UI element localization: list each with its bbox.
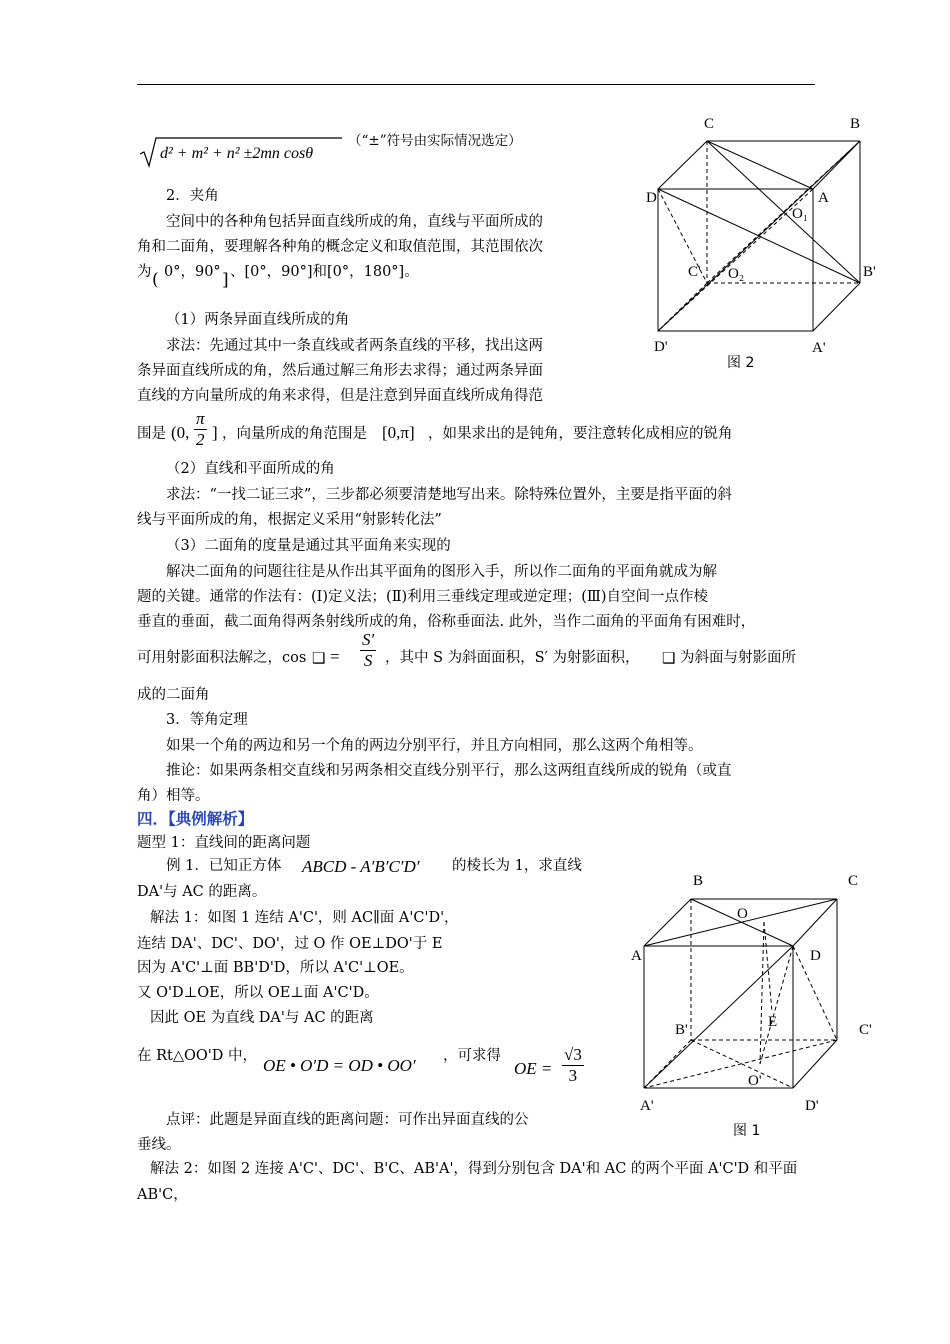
distance-formula	[138, 136, 343, 168]
fig2-label-D: D	[646, 190, 657, 206]
fig2-label-Cp: C'	[688, 264, 701, 280]
sol1-line4: 又 O'D⊥OE，所以 OE⊥面 A'C'D。	[137, 985, 379, 1001]
fig1-label-Bp: B'	[675, 1022, 688, 1038]
sub3-p5: 成的二面角	[137, 687, 210, 703]
theta-box-icon: ❑	[312, 649, 326, 667]
sqrt-body: d² + m² + n² ±2mn cosθ	[160, 145, 314, 162]
example1-a: 例 1．已知正方体	[166, 858, 282, 874]
equal-angle-p3: 角）相等。	[137, 788, 210, 804]
equal-angle-p2: 推论：如果两条相交直线和另两条相交直线分别平行，那么这两组直线所成的锐角（或直	[166, 763, 732, 779]
pi-over-two	[194, 409, 207, 450]
equals-sign: =	[330, 647, 340, 666]
sub1-p4c: ，如果求出的是钝角，要注意转化成相应的锐角	[428, 426, 733, 442]
sub3-p4b: ，其中 S 为斜面面积，S′ 为射影面积，	[385, 650, 640, 666]
range-rest: 、[0°，90°]和[0°，180°]。	[230, 264, 419, 280]
example1-b: 的棱长为 1，求直线	[452, 858, 582, 874]
cube-name: ABCD - A′B′C′D′	[302, 857, 420, 876]
angles-p1c-prefix: 为	[137, 264, 152, 280]
oe-equation: OE • O′D = OD • OO′	[263, 1056, 416, 1075]
area-ratio-den: S	[363, 651, 373, 670]
sol1-line3: 因为 A'C'⊥面 BB'D'D，所以 A'C'⊥OE。	[137, 960, 414, 976]
fig1-caption: 图 1	[733, 1123, 761, 1139]
area-ratio-num: S′	[362, 630, 375, 649]
heading-angles: 2．夹角	[166, 188, 219, 204]
sub1-p3: 直线的方向量所成的角来求得，但是注意到异面直线所成角得范	[137, 388, 543, 404]
sol1-line6: 在 Rt△OO'D 中，	[137, 1048, 257, 1064]
theta-box-icon-2: ❑	[662, 649, 676, 667]
oe-result-lhs: OE =	[514, 1059, 553, 1078]
sol2-line1: 解法 2：如图 2 连接 A'C'、DC'、B'C、AB'A'，得到分别包含 DA'和 AC 的两个平面 A'C'D 和平面	[150, 1161, 798, 1177]
fig2-label-Ap: A'	[812, 340, 826, 356]
example1-c: DA'与 AC 的距离。	[137, 884, 267, 900]
figure-1-cube	[628, 868, 890, 1143]
sub3-p2: 题的关键。通常的作法有：(Ⅰ)定义法；(Ⅱ)利用三垂线定理或逆定理；(Ⅲ)自空间一点作棱	[137, 589, 709, 605]
fig2-label-B: B	[850, 116, 861, 132]
formula-note: （“±”符号由实际情况选定）	[348, 133, 522, 149]
fig1-label-Dp: D'	[805, 1098, 819, 1114]
sol1-line2: 连结 DA'、DC'、DO'，过 O 作 OE⊥DO'于 E	[137, 936, 443, 952]
fig1-label-C: C	[848, 873, 859, 889]
sub3-p3: 垂直的垂面，截二面角得两条射线所成的角，俗称垂面法. 此外，当作二面角的平面角有困难时，	[137, 614, 756, 630]
sub1-heading: （1）两条异面直线所成的角	[166, 312, 350, 328]
fig1-label-D: D	[810, 948, 821, 964]
vector-range: [0,π]	[382, 423, 415, 442]
sub1-p4a: 围是	[137, 426, 166, 442]
oe-result-frac	[562, 1045, 584, 1086]
sub2-p1: 求法：“一找二证三求”，三步都必须要清楚地写出来。除特殊位置外，主要是指平面的斜	[166, 487, 732, 503]
sol1-line1: 解法 1：如图 1 连结 A'C'，则 AC∥面 A'C'D'，	[150, 910, 459, 926]
fig1-label-Ap: A'	[640, 1098, 654, 1114]
fig1-label-O: O	[737, 906, 748, 922]
fig2-label-C: C	[704, 116, 715, 132]
range-acute: 0°，90°	[164, 264, 221, 280]
sub3-p4a: 可用射影面积法解之，cos	[137, 650, 307, 666]
fig1-label-B: B	[693, 873, 704, 889]
equal-angle-heading: 3．等角定理	[166, 712, 248, 728]
type1-heading: 题型 1：直线间的距离问题	[137, 835, 311, 851]
sub2-heading: （2）直线和平面所成的角	[166, 461, 335, 477]
area-ratio	[360, 630, 376, 671]
sub3-p1: 解决二面角的问题往往是从作出其平面角的图形入手，所以作二面角的平面角就成为解	[166, 564, 717, 580]
figure-2-cube	[640, 108, 890, 378]
fig2-label-A: A	[818, 190, 829, 206]
equal-angle-p1: 如果一个角的两边和另一个角的两边分别平行，并且方向相同，那么这两个角相等。	[166, 738, 703, 754]
close-bracket: ]	[222, 270, 229, 290]
sqrt-sign-icon	[138, 136, 343, 168]
range-open: (0,	[171, 423, 190, 442]
examples-heading: 四．【典例解析】	[137, 809, 254, 828]
header-rule	[137, 84, 815, 85]
three-denominator: 3	[568, 1066, 578, 1085]
comment-line2: 垂线。	[137, 1137, 181, 1153]
fig1-label-Op: O'	[748, 1073, 762, 1089]
sol2-line2: AB'C，	[137, 1187, 188, 1203]
sqrt3-numerator: √3	[564, 1045, 582, 1064]
sol1-line5: 因此 OE 为直线 DA'与 AC 的距离	[150, 1010, 374, 1026]
range-close: ]	[212, 423, 218, 442]
pi-symbol: π	[196, 409, 205, 428]
angles-p1a: 空间中的各种角包括异面直线所成的角，直线与平面所成的	[166, 214, 543, 230]
open-paren: (	[152, 270, 159, 290]
fig2-label-Dp: D'	[654, 339, 668, 355]
sol1-line7: ，可求得	[443, 1048, 501, 1064]
sub2-p2: 线与平面所成的角，根据定义采用“射影转化法”	[137, 512, 442, 528]
fig2-label-Bp: B'	[863, 264, 876, 280]
comment-line1: 点评：此题是异面直线的距离问题：可作出异面直线的公	[166, 1112, 529, 1128]
fig2-label-O1: O₁	[792, 206, 809, 222]
fig1-label-Cp: C'	[859, 1022, 872, 1038]
sub3-heading: （3）二面角的度量是通过其平面角来实现的	[166, 538, 451, 554]
sub1-p1: 求法：先通过其中一条直线或者两条直线的平移，找出这两	[166, 338, 543, 354]
sub1-p2: 条异面直线所成的角，然后通过解三角形去求得；通过两条异面	[137, 363, 543, 379]
angles-p1c	[137, 262, 152, 282]
two-denominator: 2	[196, 430, 205, 449]
angles-p1b: 角和二面角，要理解各种角的概念定义和取值范围，其范围依次	[137, 239, 543, 255]
sub1-p4b: ，向量所成的角范围是	[222, 426, 367, 442]
fig1-label-E: E	[768, 1014, 778, 1030]
fig1-label-A: A	[631, 948, 642, 964]
fig2-label-O2: O₂	[728, 266, 745, 282]
sub3-p4c: 为斜面与射影面所	[680, 650, 796, 666]
fig2-caption: 图 2	[727, 355, 755, 371]
